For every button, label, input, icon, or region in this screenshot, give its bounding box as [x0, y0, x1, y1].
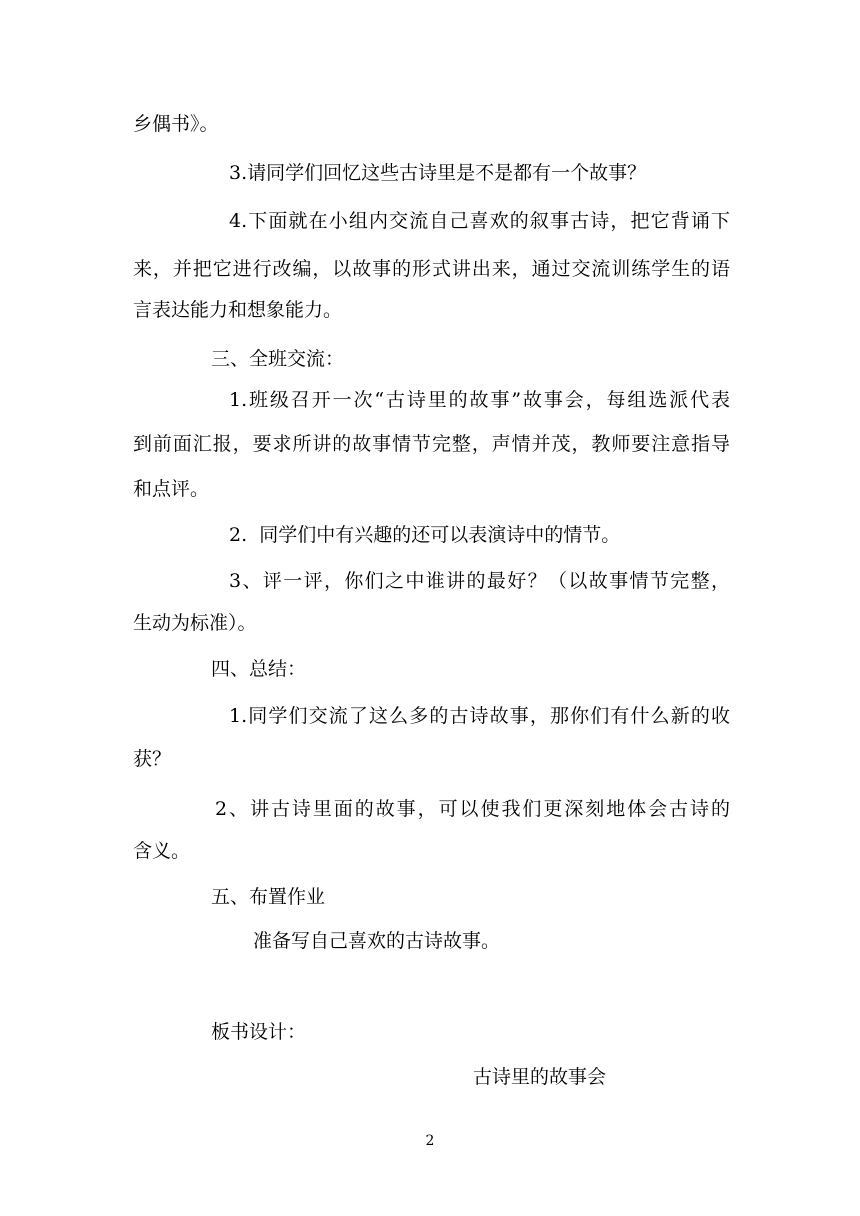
- section-heading: 板书设计：: [211, 1021, 307, 1043]
- section-heading: 四、总结：: [211, 658, 307, 680]
- section-heading: 五、布置作业: [211, 886, 326, 908]
- text-line: 乡偶书》。: [133, 113, 219, 135]
- text-line: 获？: [133, 748, 172, 770]
- text-line: 生动为标准）。: [133, 612, 257, 634]
- text-line: 3、评一评，你们之中谁讲的最好？（以故事情节完整，: [229, 570, 730, 592]
- text-line: 到前面汇报，要求所讲的故事情节完整，声情并茂，教师要注意指导: [133, 433, 730, 455]
- text-line: 和点评。: [133, 478, 210, 500]
- text-line: 含义。: [133, 840, 191, 862]
- text-line: 4.下面就在小组内交流自己喜欢的叙事古诗，把它背诵下: [229, 210, 730, 232]
- text-line: 1.同学们交流了这么多的古诗故事，那你们有什么新的收: [229, 705, 730, 727]
- text-line: 来，并把它进行改编，以故事的形式讲出来，通过交流训练学生的语: [133, 258, 730, 280]
- text-line: 1.班级召开一次“古诗里的故事”故事会，每组选派代表: [229, 389, 730, 411]
- board-title: 古诗里的故事会: [473, 1066, 607, 1088]
- text-line: 言表达能力和想象能力。: [133, 299, 343, 321]
- page-number: 2: [425, 1133, 435, 1149]
- text-line: 3.请同学们回忆这些古诗里是不是都有一个故事？: [229, 162, 647, 184]
- text-line: 2、讲古诗里面的故事，可以使我们更深刻地体会古诗的: [215, 798, 730, 820]
- text-line: 2. 同学们中有兴趣的还可以表演诗中的情节。: [229, 524, 621, 546]
- text-line: 准备写自己喜欢的古诗故事。: [253, 930, 501, 952]
- section-heading: 三、全班交流：: [211, 348, 345, 370]
